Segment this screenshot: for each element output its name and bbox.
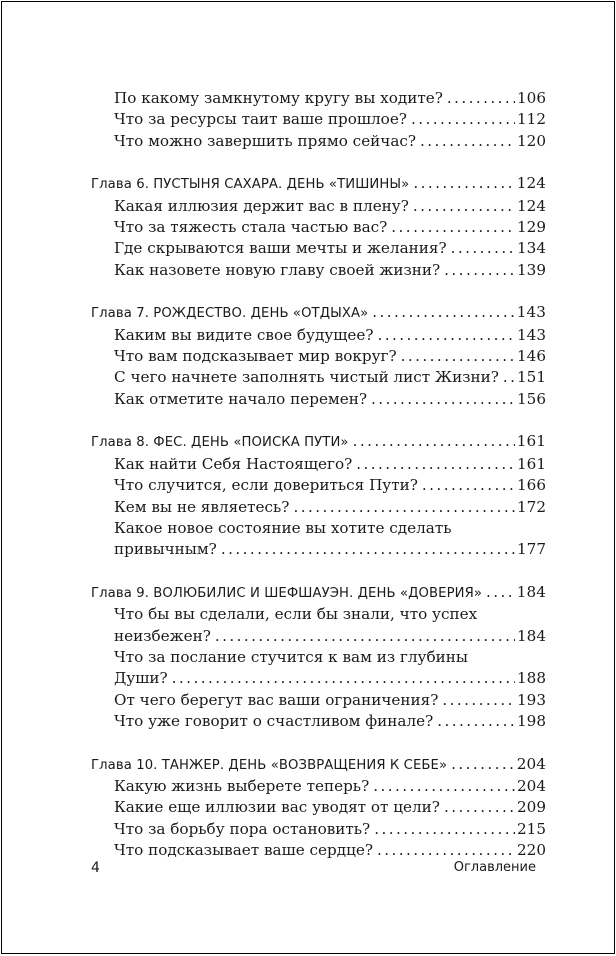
dot-leader: [447, 88, 515, 109]
entry-page-number: 129: [517, 218, 546, 237]
toc-entry[interactable]: [91, 518, 546, 539]
toc-entry[interactable]: [91, 346, 546, 367]
toc-entry[interactable]: [91, 776, 546, 797]
entry-title: Что за послание стучится к вам из глубины: [114, 647, 468, 666]
chapter-title: Глава 8. ФЕС. ДЕНЬ «ПОИСКА ПУТИ»: [91, 435, 349, 451]
entry-title: Что можно завершить прямо сейчас?: [114, 131, 417, 150]
toc-entry[interactable]: [91, 325, 546, 346]
chapter-entry[interactable]: [91, 582, 546, 604]
toc-entry[interactable]: [91, 819, 546, 840]
entry-title: От чего берегут вас ваши ограничения?: [114, 690, 439, 709]
entry-title: Что подсказывает ваше сердце?: [114, 841, 373, 860]
toc-entry[interactable]: [91, 454, 546, 475]
entry-page-number: 198: [517, 712, 546, 731]
entry-title: Как назовете новую главу своей жизни?: [114, 260, 441, 279]
dot-leader: [391, 217, 515, 238]
dot-leader: [377, 840, 515, 861]
chapter-entry[interactable]: [91, 302, 546, 324]
dot-leader: [413, 196, 515, 217]
dot-leader: [353, 431, 515, 452]
entry-title: привычным?: [114, 540, 217, 559]
dot-leader: [503, 367, 515, 388]
entry-page-number: 184: [517, 626, 546, 645]
chapter-title: Глава 7. РОЖДЕСТВО. ДЕНЬ «ОТДЫХА»: [91, 306, 369, 322]
book-page: [1, 1, 615, 954]
toc-entry[interactable]: [91, 840, 546, 861]
chapter-title: Глава 9. ВОЛЮБИЛИС И ШЕФШАУЭН. ДЕНЬ «ДОВЕРИЯ»: [91, 585, 483, 601]
entry-page-number: 220: [517, 841, 546, 860]
entry-title: Где скрываются ваши мечты и желания?: [114, 239, 447, 258]
entry-page-number: 188: [517, 669, 546, 688]
chapter-entry[interactable]: [91, 754, 546, 776]
toc-entry[interactable]: [91, 217, 546, 238]
entry-title: Что за ресурсы таит ваше прошлое?: [114, 110, 407, 129]
entry-title: Какая иллюзия держит вас в плену?: [114, 196, 409, 215]
entry-page-number: 112: [517, 110, 546, 129]
entry-page-number: 146: [517, 347, 546, 366]
dot-leader: [293, 497, 515, 518]
entry-title: Кем вы не являетесь?: [114, 497, 290, 516]
entry-page-number: 204: [517, 776, 546, 795]
dot-leader: [371, 389, 515, 410]
chapter-page-number: 184: [516, 582, 546, 601]
entry-title: Какие еще иллюзии вас уводят от цели?: [114, 798, 440, 817]
entry-page-number: 106: [517, 89, 546, 107]
dot-leader: [486, 582, 515, 603]
chapter-title: Глава 6. ПУСТЫНЯ САХАРА. ДЕНЬ «ТИШИНЫ»: [91, 177, 410, 193]
dot-leader: [373, 776, 515, 797]
entry-title: Каким вы видите свое будущее?: [114, 325, 374, 344]
toc-entry[interactable]: [91, 367, 546, 388]
entry-page-number: 124: [517, 196, 546, 215]
entry-title: Что случится, если довериться Пути?: [114, 476, 418, 495]
entry-page-number: 139: [517, 260, 546, 279]
entry-page-number: 209: [517, 798, 546, 817]
entry-page-number: 172: [517, 497, 546, 516]
entry-title: Какую жизнь выберете теперь?: [114, 776, 370, 795]
dot-leader: [422, 475, 515, 496]
entry-title: Что бы вы сделали, если бы знали, что успех: [114, 605, 478, 624]
section-gap: [91, 281, 546, 302]
dot-leader: [378, 325, 515, 346]
entry-page-number: 134: [517, 239, 546, 258]
chapter-page-number: 161: [516, 432, 546, 451]
entry-page-number: 120: [517, 131, 546, 150]
toc-entry[interactable]: [91, 88, 546, 109]
toc-entry[interactable]: [91, 604, 546, 625]
dot-leader: [451, 238, 515, 259]
entry-title: Какое новое состояние вы хотите сделать: [114, 518, 452, 537]
entry-title: Что уже говорит о счастливом финале?: [114, 712, 434, 731]
entry-title: неизбежен?: [114, 626, 211, 645]
table-of-contents: [91, 88, 546, 862]
entry-title: По какому замкнутому кругу вы ходите?: [114, 89, 443, 107]
toc-entry[interactable]: [91, 797, 546, 818]
dot-leader: [401, 346, 515, 367]
dot-leader: [374, 819, 515, 840]
page-number: 4: [91, 860, 100, 876]
toc-entry[interactable]: [91, 475, 546, 496]
toc-entry-continuation[interactable]: [91, 626, 546, 647]
entry-title: С чего начнете заполнять чистый лист Жизни?: [114, 368, 499, 387]
entry-page-number: 215: [517, 819, 546, 838]
chapter-title: Глава 10. ТАНЖЕР. ДЕНЬ «ВОЗВРАЩЕНИЯ К СЕБЕ»: [91, 757, 448, 773]
entry-page-number: 143: [517, 325, 546, 344]
dot-leader: [413, 173, 514, 194]
toc-entry[interactable]: [91, 690, 546, 711]
dot-leader: [221, 539, 515, 560]
toc-entry[interactable]: [91, 647, 546, 668]
toc-entry[interactable]: [91, 131, 546, 152]
section-gap: [91, 733, 546, 754]
entry-title: Как отметите начало перемен?: [114, 389, 367, 408]
toc-entry[interactable]: [91, 711, 546, 732]
dot-leader: [444, 797, 515, 818]
toc-entry[interactable]: [91, 389, 546, 410]
toc-entry[interactable]: [91, 260, 546, 281]
entry-title: Что за тяжесть стала частью вас?: [114, 218, 388, 237]
entry-page-number: 156: [517, 389, 546, 408]
dot-leader: [172, 668, 515, 689]
section-gap: [91, 410, 546, 431]
toc-entry-continuation[interactable]: [91, 668, 546, 689]
dot-leader: [437, 711, 515, 732]
dot-leader: [451, 754, 515, 775]
section-gap: [91, 152, 546, 173]
chapter-page-number: 204: [516, 754, 546, 773]
dot-leader: [411, 109, 515, 130]
entry-page-number: 161: [517, 454, 546, 473]
toc-entry-continuation[interactable]: [91, 539, 546, 560]
toc-entry[interactable]: [91, 196, 546, 217]
running-title: Оглавление: [453, 860, 536, 875]
chapter-entry[interactable]: [91, 173, 546, 195]
entry-page-number: 166: [517, 476, 546, 495]
dot-leader: [372, 302, 514, 323]
entry-page-number: 151: [517, 368, 546, 387]
dot-leader: [356, 454, 515, 475]
toc-entry[interactable]: [91, 109, 546, 130]
toc-entry[interactable]: [91, 497, 546, 518]
chapter-entry[interactable]: [91, 431, 546, 453]
section-gap: [91, 561, 546, 582]
entry-title: Что за борьбу пора остановить?: [114, 819, 371, 838]
entry-title: Что вам подсказывает мир вокруг?: [114, 347, 397, 366]
toc-entry[interactable]: [91, 238, 546, 259]
entry-page-number: 177: [517, 540, 546, 559]
dot-leader: [444, 260, 515, 281]
entry-title: Как найти Себя Настоящего?: [114, 454, 353, 473]
entry-page-number: 193: [517, 690, 546, 709]
chapter-page-number: 124: [516, 174, 546, 193]
dot-leader: [215, 626, 515, 647]
dot-leader: [442, 690, 515, 711]
entry-title: Души?: [114, 669, 168, 688]
chapter-page-number: 143: [516, 303, 546, 322]
dot-leader: [420, 131, 515, 152]
